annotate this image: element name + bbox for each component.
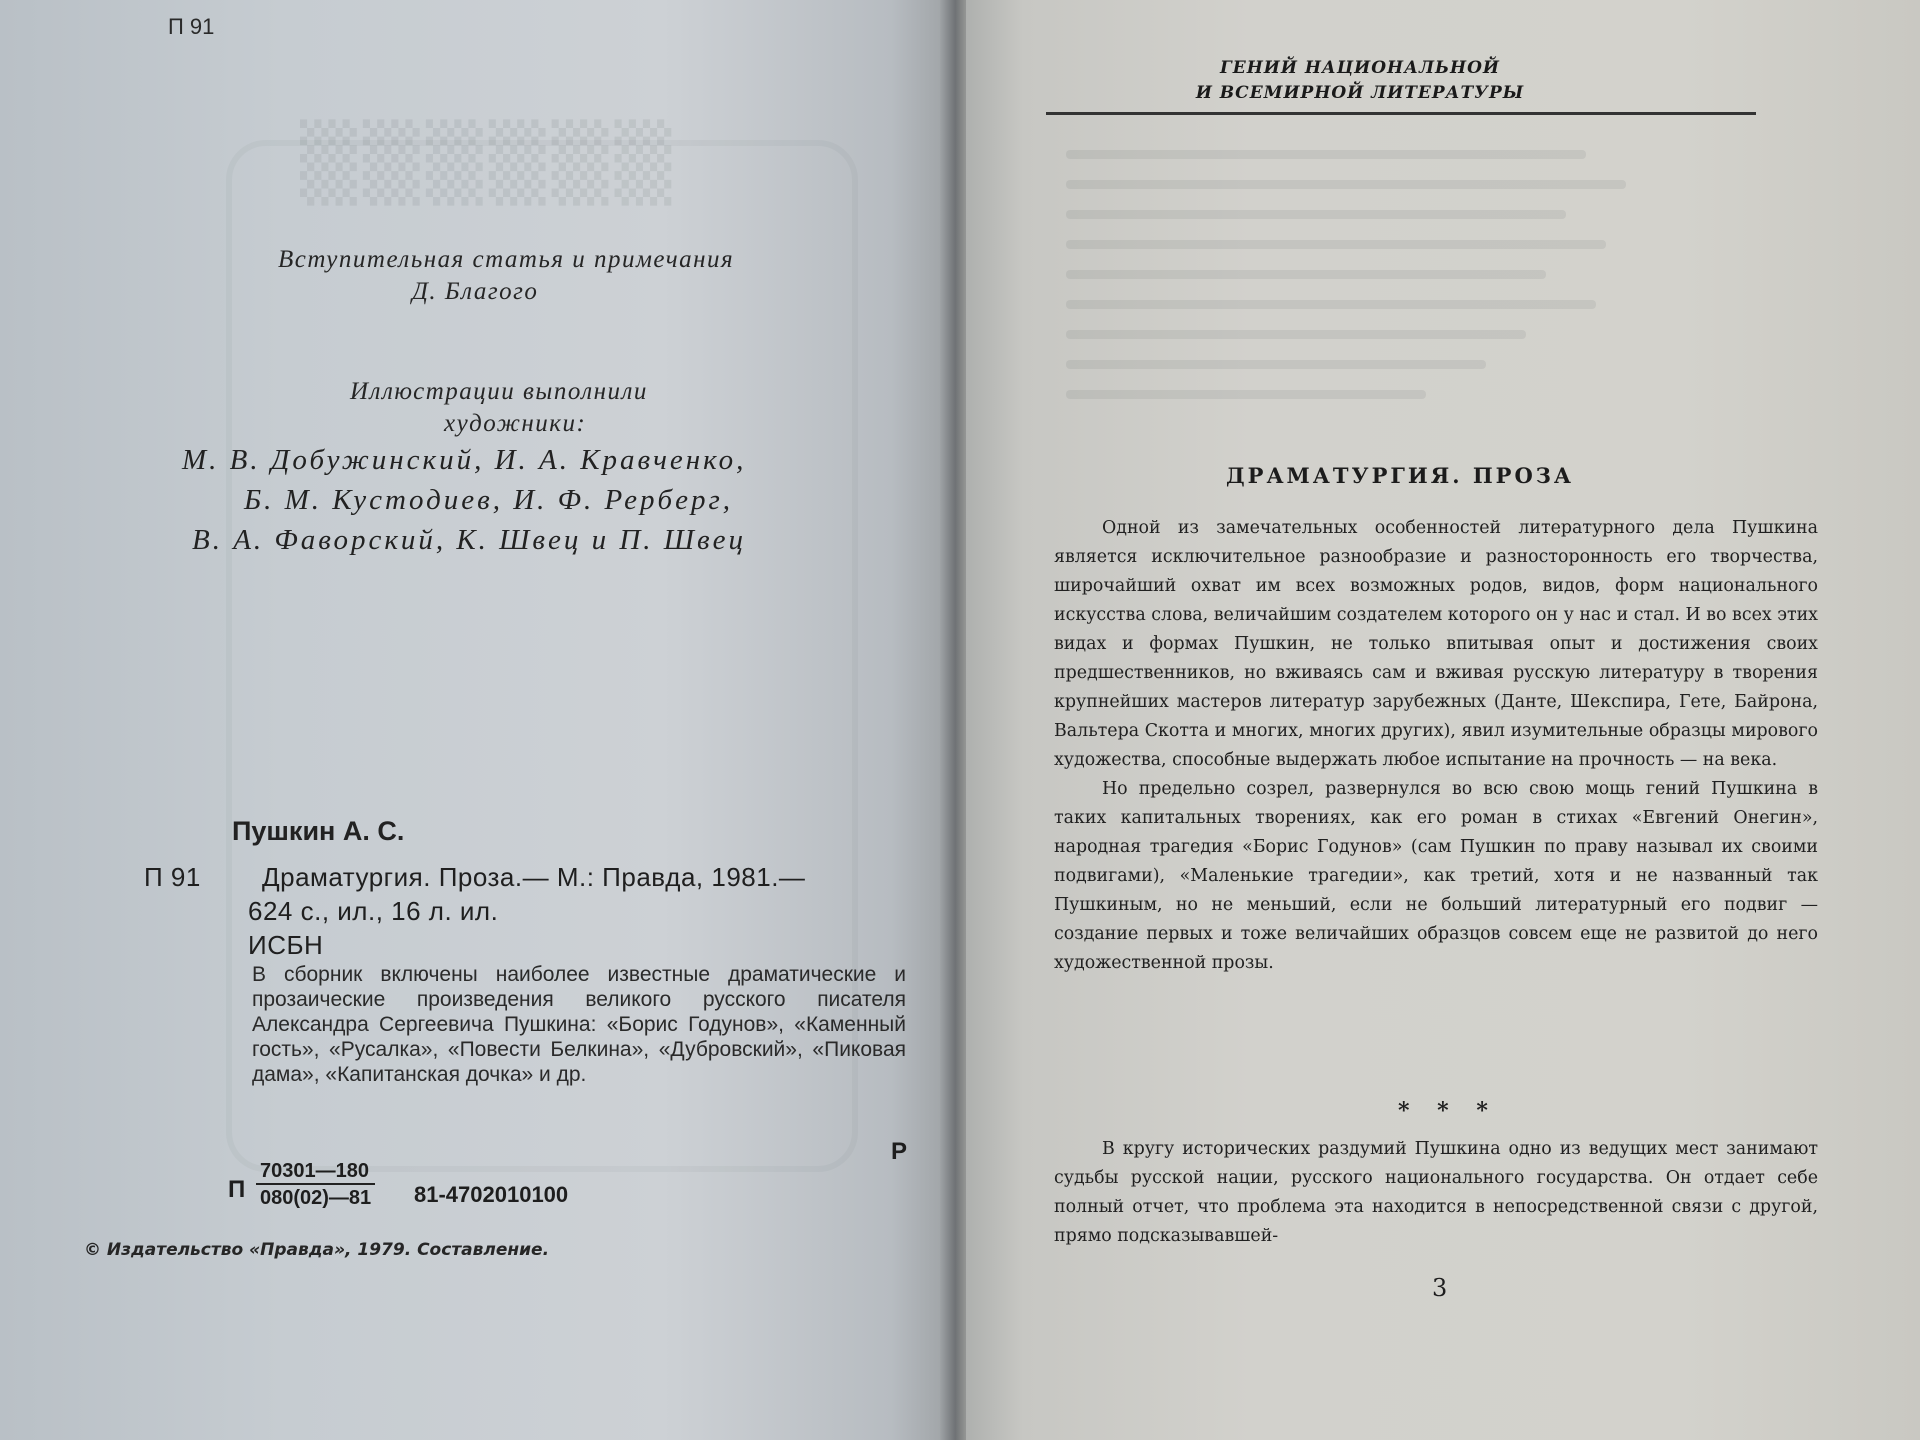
left-page — [0, 0, 948, 1440]
running-head — [1180, 56, 1540, 106]
artists-line2: Б. М. Кустодиев, И. Ф. Рерберг, — [244, 484, 734, 516]
illustrations-credit-line2: художники: — [444, 410, 587, 437]
paragraph-3: В кругу исторических раздумий Пушкина одно из ведущих мест занимают судьбы русской нации, русского национального государства. Он отдает себе полный отчет, что проблема эта находится в непосредственной связи с другой, прямо подсказывавшей- — [1054, 1139, 1818, 1246]
body-text-top — [1054, 514, 1818, 978]
classification-fraction — [256, 1160, 375, 1210]
catalog-shelf: П 91 — [144, 862, 201, 892]
page-number: 3 — [1432, 1274, 1448, 1302]
copyright-line: © Издательство «Правда», 1979. Составление. — [84, 1240, 550, 1260]
classification-prefix: П — [228, 1176, 246, 1203]
paragraph-1: Одной из замечательных особенностей литературного дела Пушкина является исключительное разнообразие и разносторонность его творчества, широчайший охват им всех возможных родов, видов, форм национального искусства слова, величайшим создателем которого он у нас и стал. И во всех этих видах и формах Пушкин, не только впитывая опыт и достижения своих предшественников, но вживаясь сам и вживая русскую литературу в творения крупнейших мастеров литератур зарубежных (Данте, Шекспира, Гете, Байрона, Вальтера Скотта и многих, многих других), явил изумительные образцы мирового художества, способные выдержать любое испытание на прочность — на века. — [1054, 518, 1818, 770]
artists-line1: М. В. Добужинский, И. А. Кравченко, — [182, 444, 747, 476]
show-through-line — [1066, 150, 1586, 159]
show-through-line — [1066, 360, 1486, 369]
show-through-line — [1066, 210, 1566, 219]
catalog-isbn: ИСБН — [248, 930, 324, 960]
classification-suffix: 81-4702010100 — [414, 1182, 569, 1207]
illustrations-credit-line1: Иллюстрации выполнили — [350, 378, 648, 405]
catalog-annotation: В сборник включены наиболее известные драматические и прозаические произведения великого русского писателя Александра Сергеевича Пушкина: «Борис Годунов», «Каменный гость», «Русалка», «Повести Белкина», «Дубровский», «Пиковая дама», «Капитанская дочка» и др. — [252, 963, 906, 1086]
catalog-pages-line: 624 с., ил., 16 л. ил. — [248, 896, 499, 926]
section-separator: * * * — [1398, 1098, 1498, 1124]
running-head-rule — [1046, 112, 1756, 115]
show-through-line — [1066, 180, 1626, 189]
intro-credit-line1: Вступительная статья и примечания — [278, 246, 735, 273]
catalog-author: Пушкин А. С. — [232, 816, 405, 846]
artists-line3: В. А. Фаворский, К. Швец и П. Швец — [192, 524, 747, 556]
index-letter: Р — [891, 1138, 908, 1165]
running-head-line1: ГЕНИЙ НАЦИОНАЛЬНОЙ — [1220, 58, 1500, 78]
catalog-title-line: Драматургия. Проза.— М.: Правда, 1981.— — [262, 862, 806, 892]
section-title: ДРАМАТУРГИЯ. ПРОЗА — [1225, 463, 1575, 488]
show-through-line — [1066, 390, 1426, 399]
classification-denominator: 080(02)—81 — [260, 1187, 372, 1209]
show-through-line — [1066, 240, 1606, 249]
running-head-line2: И ВСЕМИРНОЙ ЛИТЕРАТУРЫ — [1195, 83, 1525, 103]
classification-numerator: 70301—180 — [256, 1160, 375, 1185]
paragraph-2: Но предельно созрел, развернулся во всю свою мощь гений Пушкина в таких капитальных творениях, как его роман в стихах «Евгений Онегин», народная трагедия «Борис Годунов» (сам Пушкин по праву называл их своими подвигами), «Маленькие трагедии», как третий, хотя и не названный так Пушкиным, но не меньший, если не больший литературный его подвиг — создание первых и тоже величайших образцов совсем еще не развитой до него художественной прозы. — [1054, 779, 1818, 973]
intro-credit-line2: Д. Благого — [412, 278, 539, 305]
shelf-mark: П 91 — [168, 14, 215, 39]
body-text-bottom — [1054, 1135, 1818, 1251]
show-through-line — [1066, 270, 1546, 279]
show-through-line — [1066, 330, 1526, 339]
show-through-line — [1066, 300, 1596, 309]
show-through-shadow: ▒▒▒▒▒▒ — [300, 120, 678, 206]
